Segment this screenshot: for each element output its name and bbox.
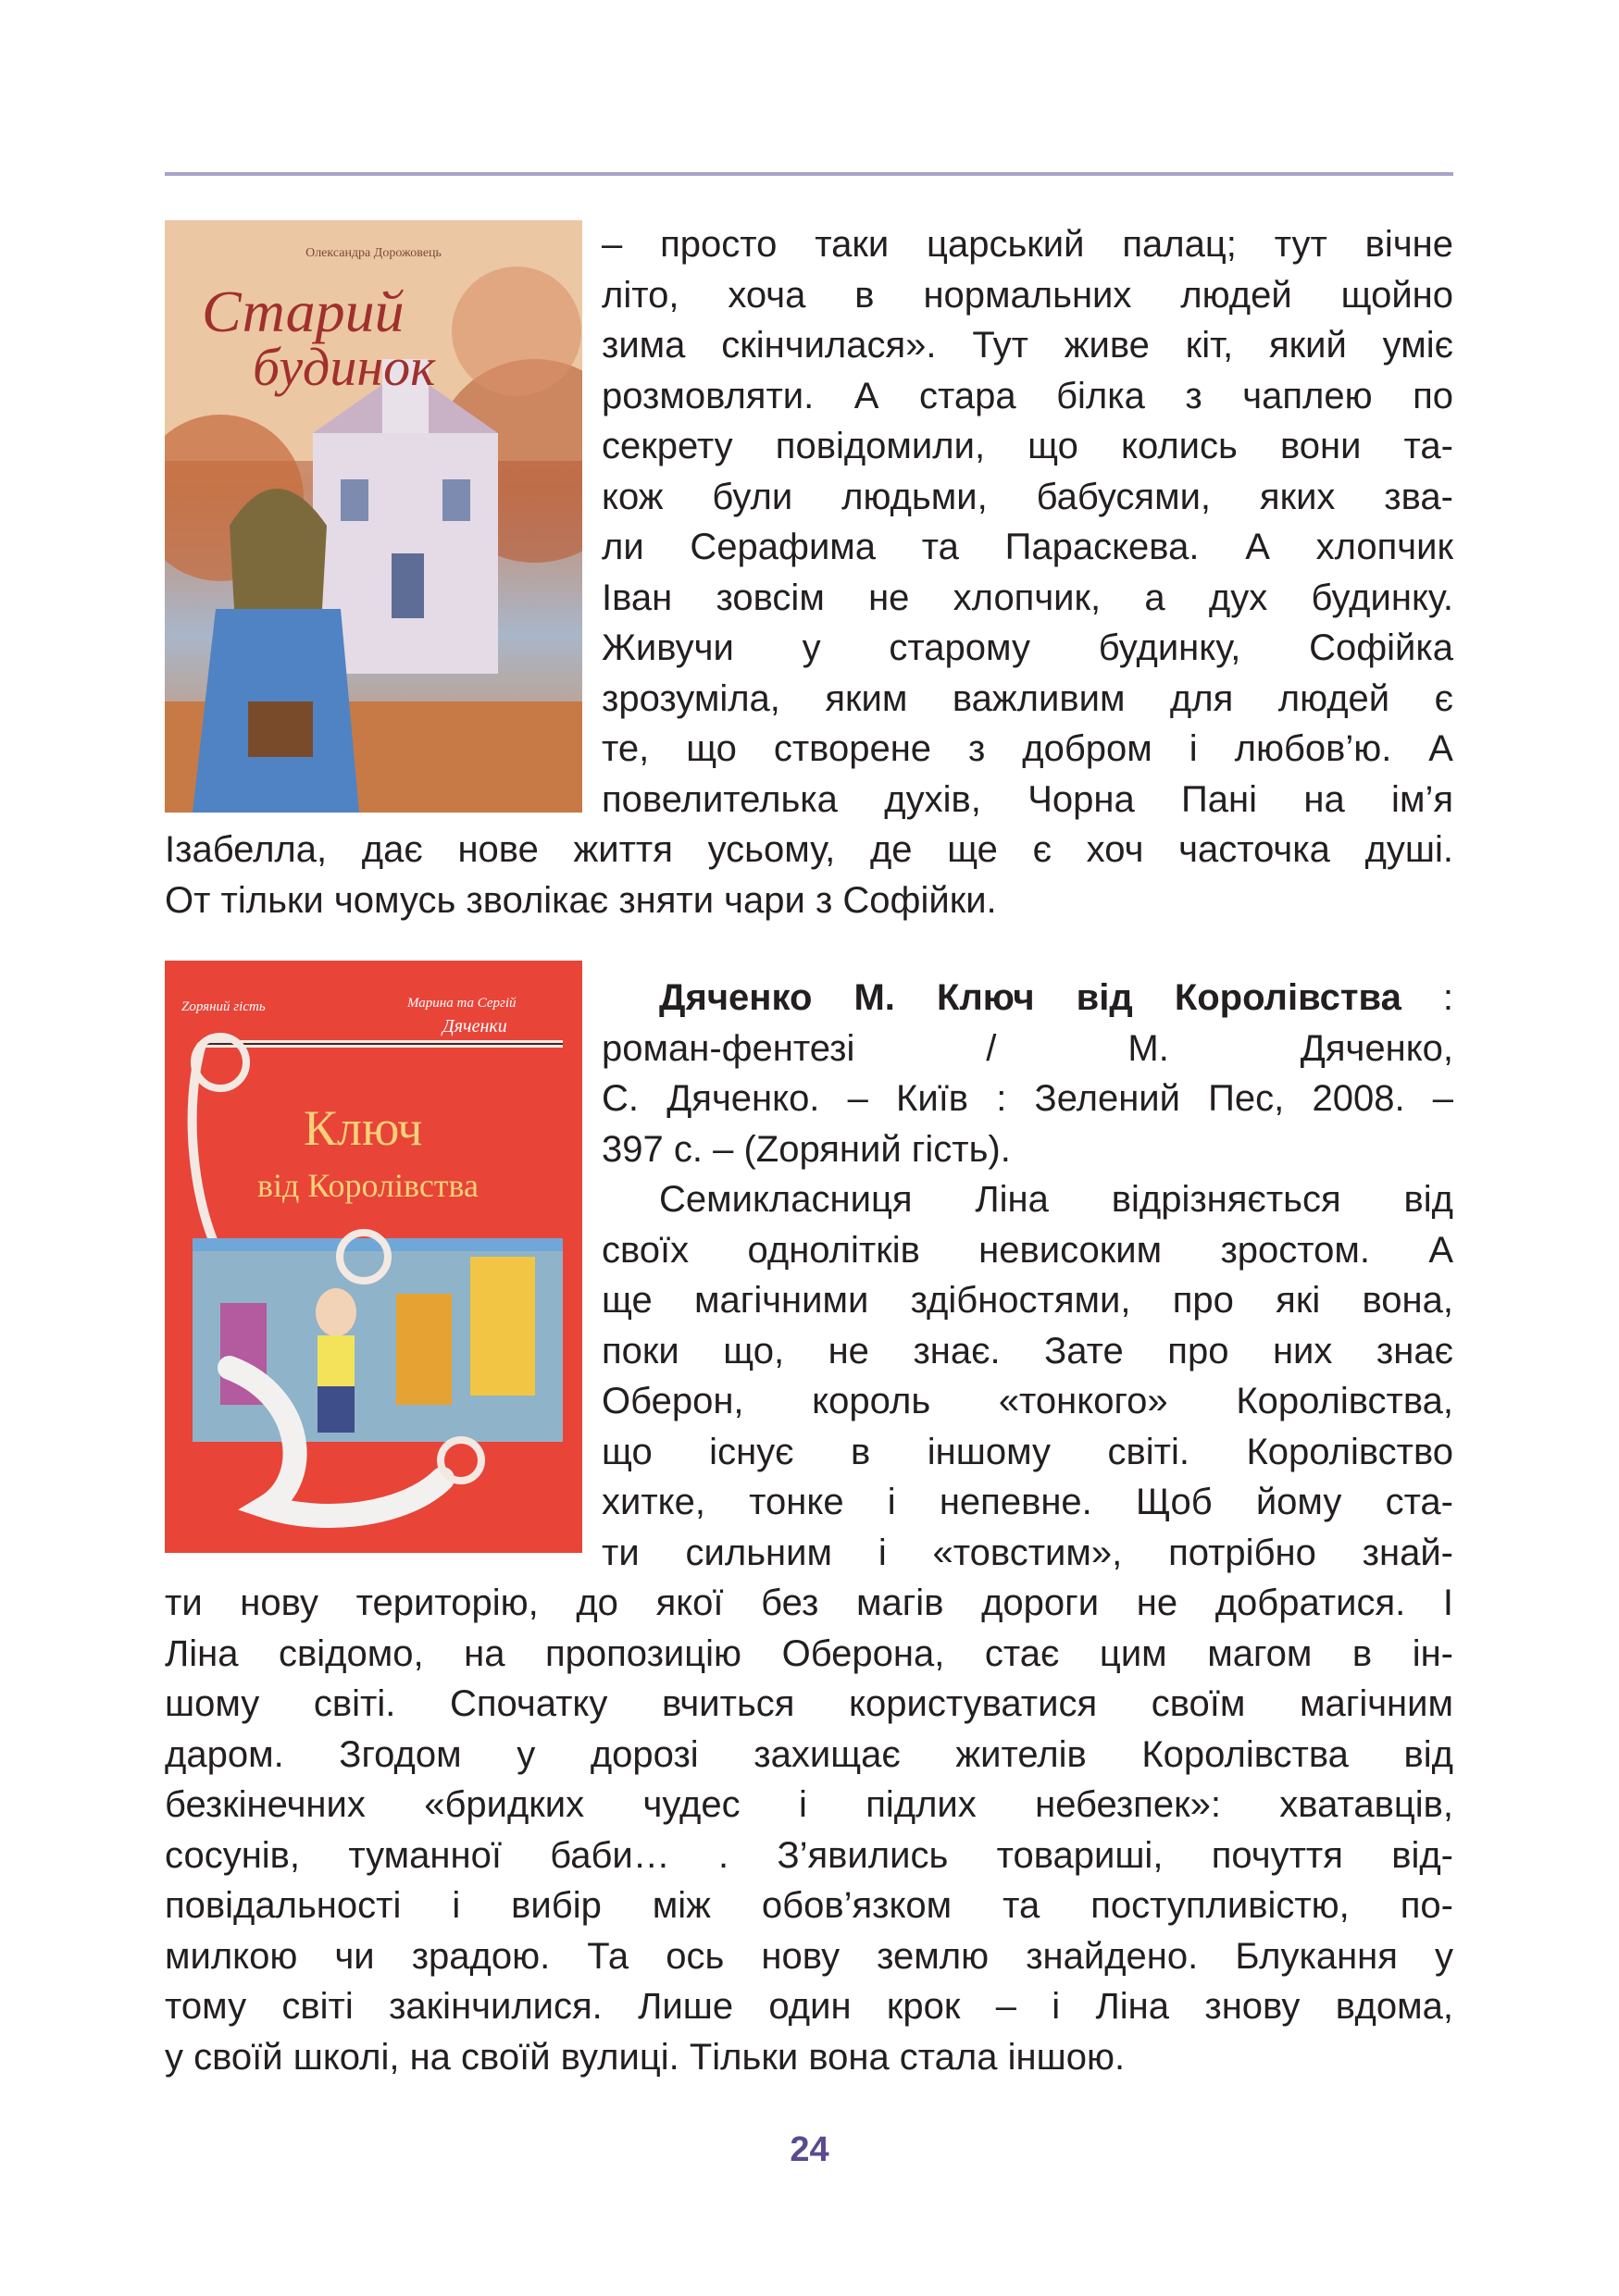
citation-line: роман-фентезі / М. Дяченко, — [602, 1027, 1453, 1069]
text-line: – просто таки царський палац; тут вічне — [602, 224, 1453, 265]
text-line: Ліна свідомо, на пропозицію Оберона, стає цим магом в ін- — [165, 1632, 1453, 1674]
text-line: Іван зовсім не хлопчик, а дух будинку. — [602, 577, 1453, 618]
text-line: Семикласниця Ліна відрізняється від — [659, 1179, 1453, 1220]
citation-line: 397 с. – (Zоряний гість). — [602, 1128, 1011, 1170]
text-line: ли Серафима та Параскева. А хлопчик — [602, 527, 1453, 567]
text-line: що існує в іншому світі. Королівство — [602, 1431, 1453, 1472]
text-line: сосунів, туманної баби… . З’явились товариші, почуття від- — [165, 1834, 1453, 1876]
text-line: тому світі закінчилися. Лише один крок – і Ліна знову вдома, — [165, 1986, 1453, 2027]
text-line: кож були людьми, бабусями, яких зва- — [602, 476, 1453, 517]
text-line: своїх однолітків невисоким зростом. А — [602, 1229, 1453, 1271]
text-line: От тільки чомусь зволікає зняти чари з Софійки. — [165, 879, 997, 921]
cover-authors-line2: Дяченки — [442, 1016, 507, 1036]
section1-full-width-text — [165, 825, 1453, 925]
section1-right-column — [602, 219, 1453, 825]
text-line: те, що створене з добром і любов’ю. А — [602, 728, 1453, 769]
text-line: у своїй школі, на своїй вулиці. Тільки вона стала іншою. — [165, 2036, 1126, 2078]
text-line: ти нову територію, до якої без магів дороги не добратися. І — [165, 1582, 1453, 1623]
text-line: Живучи у старому будинку, Софійка — [602, 627, 1453, 668]
page-number: 24 — [790, 2130, 829, 2169]
text-line: літо, хоча в нормальних людей щойно — [602, 274, 1453, 316]
citation-line: С. Дяченко. – Київ : Зелений Пес, 2008. – — [602, 1078, 1453, 1119]
cover-illustration-knot-dragon — [165, 961, 582, 1553]
citation-title: Дяченко М. Ключ від Королівства — [659, 977, 1401, 1018]
text-line: повелителька духів, Чорна Пані на ім’я — [602, 778, 1453, 820]
cover-title-line2: будинок — [253, 337, 436, 397]
text-line: ти сильним і «товстим», потрібно знай- — [602, 1532, 1453, 1573]
text-line: милкою чи зрадою. Та ось нову землю знайдено. Блукання у — [165, 1935, 1453, 1977]
text-line: Оберон, король «тонкого» Королівства, — [602, 1381, 1453, 1421]
cover-authors-line1: Марина та Сергій — [407, 996, 517, 1011]
cover-series-logo: Zоряний гість — [181, 999, 266, 1014]
section2-full-width-text — [165, 1578, 1453, 2082]
text-line: безкінечних «бридких чудес і підлих небезпек»: хватавців, — [165, 1784, 1453, 1825]
text-line: поки що, не знає. Зате про них знає — [602, 1330, 1453, 1371]
text-line: хитке, тонке і непевне. Щоб йому ста- — [602, 1482, 1453, 1522]
citation-colon: : — [1401, 977, 1453, 1018]
book-cover-kliuch-vid-korolivstva — [165, 961, 582, 1553]
section2-right-column — [602, 973, 1453, 1578]
text-line: розмовляти. А стара білка з чаплею по — [602, 375, 1453, 416]
text-line: секрету повідомили, що колись вони та- — [602, 426, 1453, 466]
text-line: повідальності і вибір між обов’язком та поступливістю, по- — [165, 1885, 1453, 1926]
header-rule — [165, 172, 1453, 176]
cover-title-line1: Ключ — [304, 1100, 423, 1156]
citation-line — [602, 973, 1453, 1024]
cover-author: Олександра Дорожовець — [305, 246, 442, 260]
text-line: зрозуміла, яким важливим для людей є — [602, 677, 1453, 719]
cover-title-line2: від Королівства — [257, 1167, 479, 1204]
text-line: шому світі. Спочатку вчиться користуватися своїм магічним — [165, 1683, 1453, 1724]
text-line: Ізабелла, дає нове життя усьому, де ще є хоч часточка душі. — [165, 829, 1453, 870]
text-line: зима скінчилася». Тут живе кіт, який уміє — [602, 325, 1453, 366]
book-cover-staryi-budynok — [165, 220, 582, 813]
text-line: ще магічними здібностями, про які вона, — [602, 1280, 1453, 1321]
text-line: даром. Згодом у дорозі захищає жителів Королівства від — [165, 1733, 1453, 1775]
cover-title-line1: Старий — [202, 279, 405, 344]
